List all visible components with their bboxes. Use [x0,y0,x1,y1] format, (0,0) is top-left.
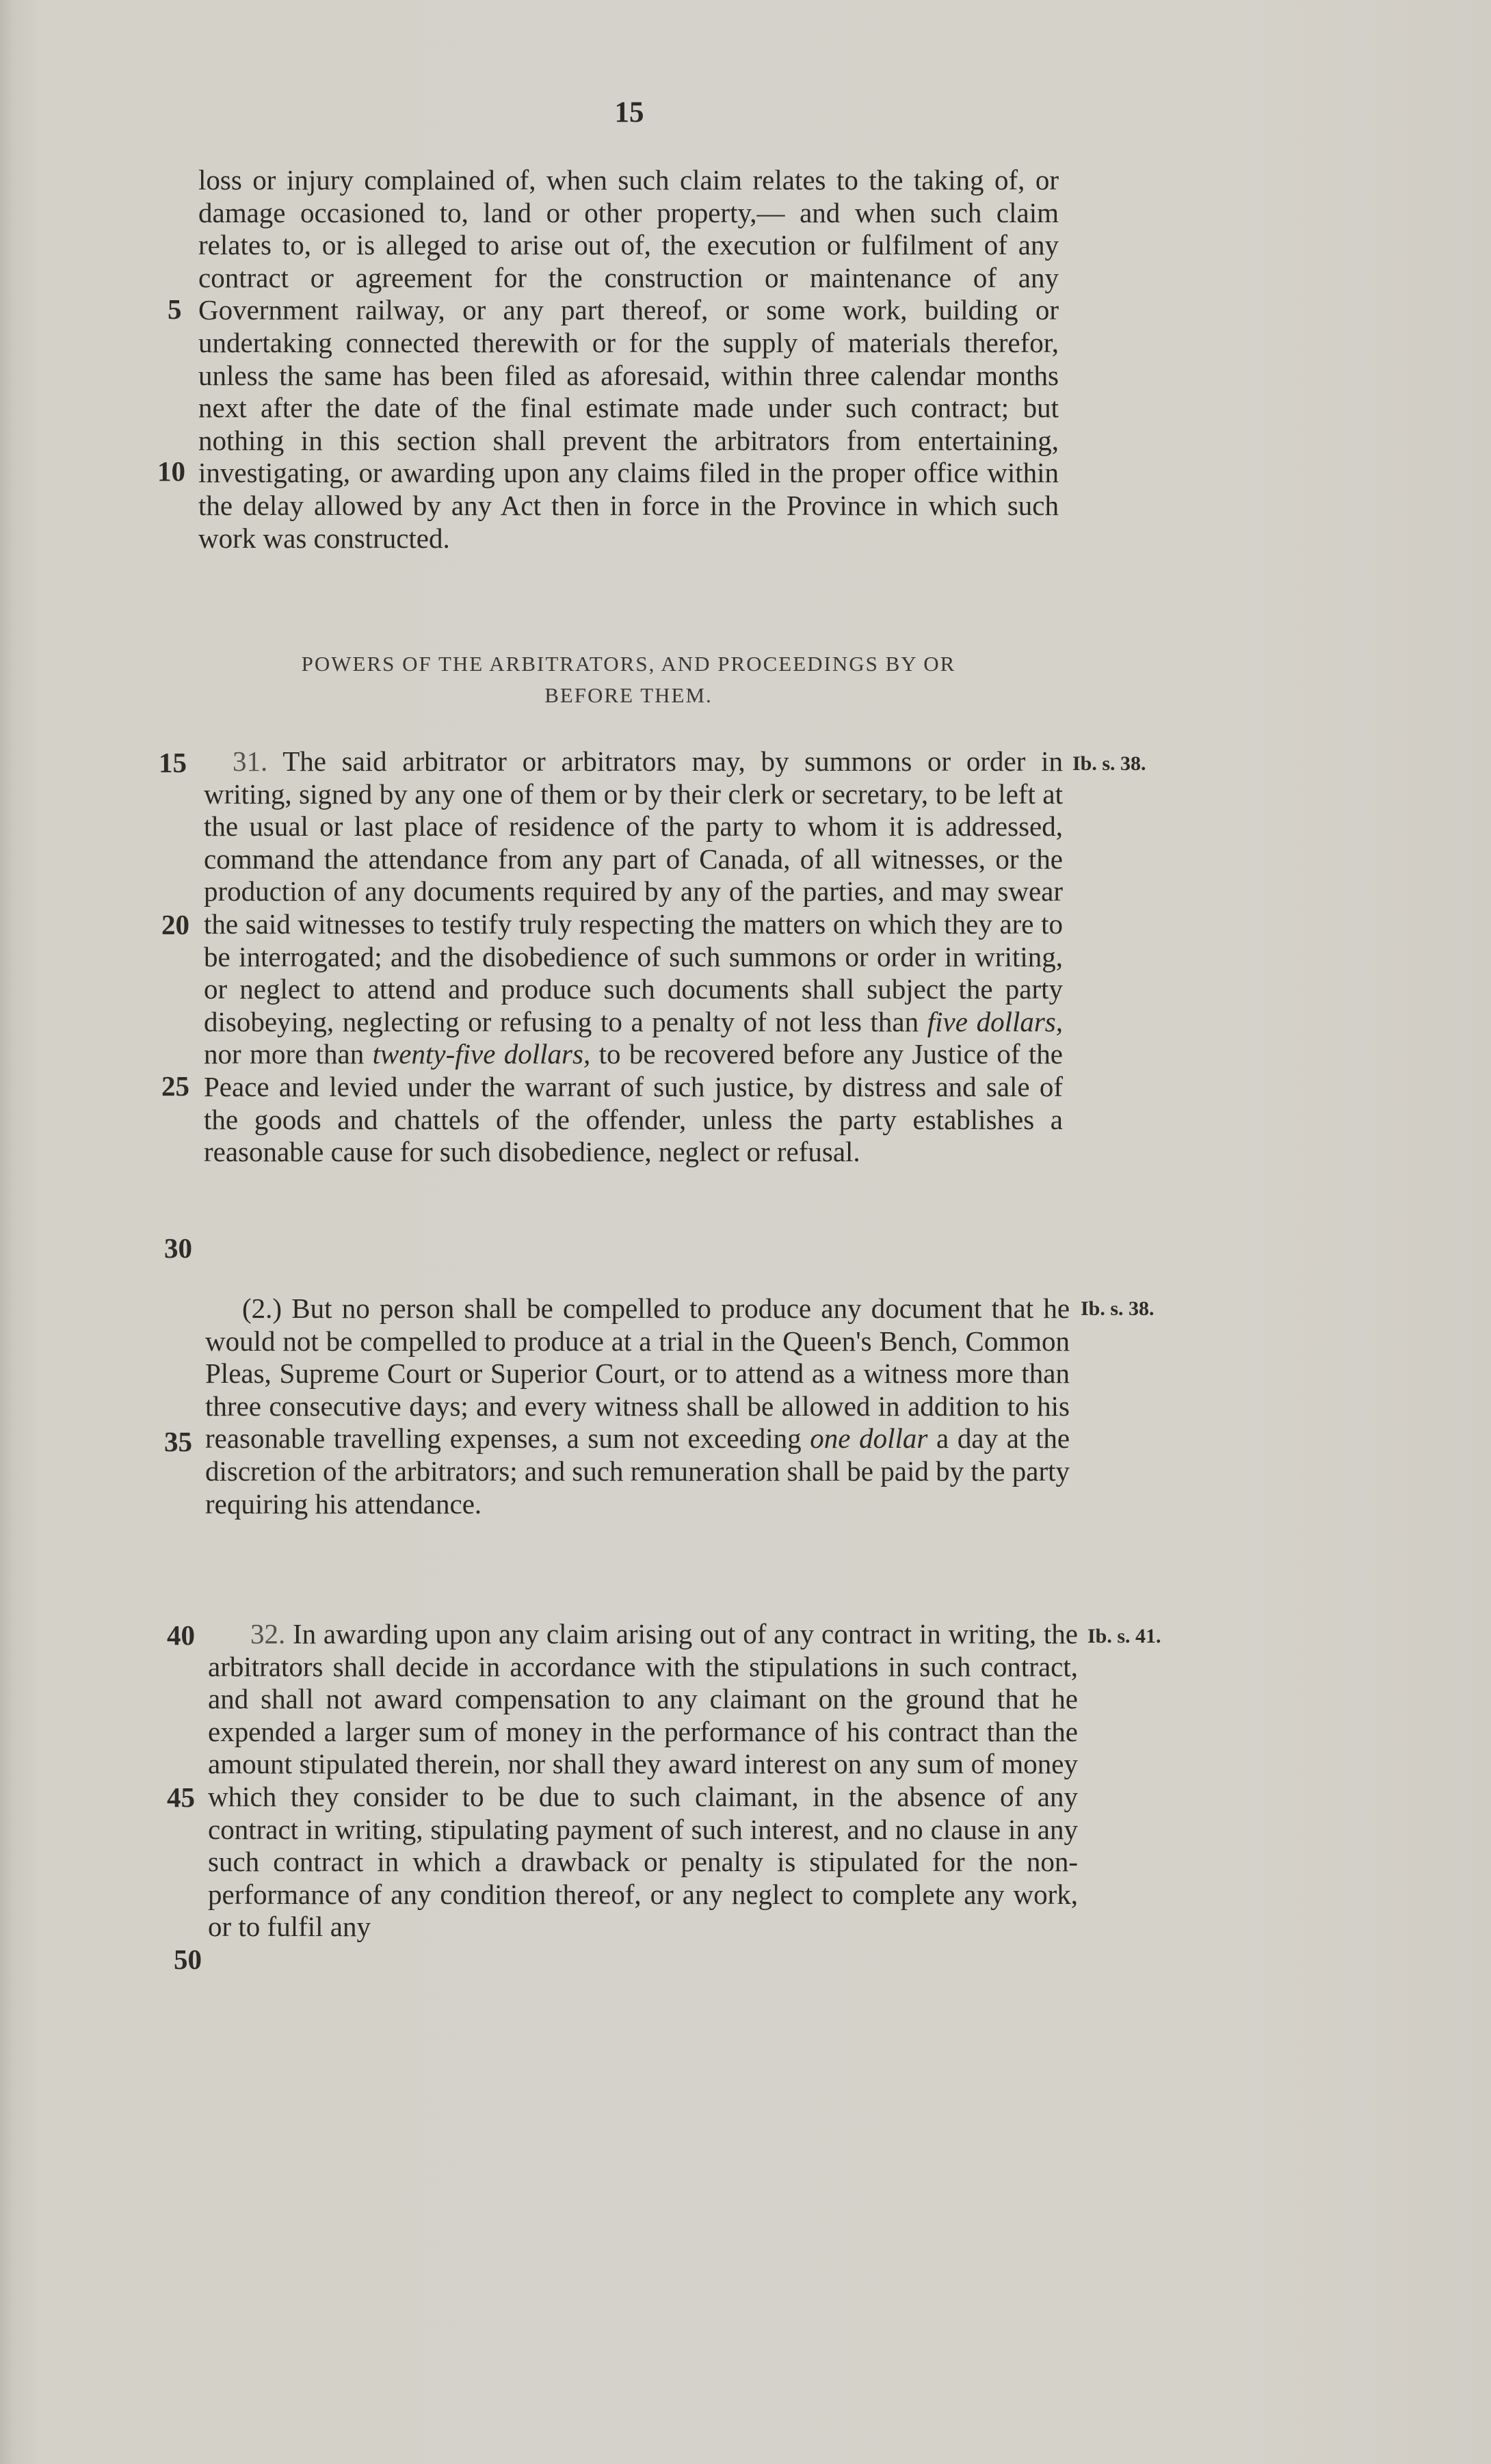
line-number-15: 15 [159,747,187,778]
line-number-30: 30 [164,1232,192,1264]
line-number-40: 40 [167,1619,195,1651]
section-31-text-a: The said arbitrator or arbitrators may, by summons or order in writing, signed by any one of them or by their clerk or secretary, to be left at the usual or last place of residence of the party to whom it is addressed, command the attendance from any part of Canada, of all witnesses, or the production of any documents required by any of the parties, and may swear the said witnesses to testify truly respecting the matters on which they are to be interrogated; and the disobedience of such summons or order in writing, or neglect to attend and produce such documents shall subject the party disobeying, neglecting or refusing to a penalty of not less than [204,745,1063,1037]
margin-note-ib-s38-a: Ib. s. 38. [1072,752,1146,775]
subsection-2-number: (2.) [242,1293,282,1324]
line-number-25: 25 [161,1070,189,1102]
subsection-2-one-dollar: one dollar [810,1422,928,1455]
line-number-35: 35 [164,1426,192,1457]
subsection-2-text-a: But no person shall be compelled to produce any document that he would not be compelled to produce at a trial in the Queen's Bench, Common Pleas, Supreme Court or Superior Court, or to attend as a witness more than three consecutive days; and every witness shall be allowed in addition to his reasonable travelling expenses, a sum not exceeding [205,1293,1070,1455]
line-number-50: 50 [174,1944,202,1975]
section-31-text-b: nor more than [204,1038,365,1070]
paragraph-claims-filing: loss or injury complained of, when such claim relates to the taking of, or damage occasioned to, land or other property,— and when such claim relates to, or is alleged to arise out of, the execution or fulfilment of any contract or agreement for the construction or maintenance of any Government railway, or any part thereof, or some work, building or undertaking connected therewith or for the supply of materials therefor, unless the same has been filed as aforesaid, within three calendar months next after the date of the final estimate made under such contract; but nothing in this section shall prevent the arbitrators from entertaining, investigating, or awarding upon any claims filed in the proper office within the delay allowed by any Act then in force in the Province in which such work was constructed. [198,164,1059,554]
section-32-text: In awarding upon any claim arising out of any contract in writing, the arbitrators shall decide in accordance with the stipulations in such contract, and shall not award compensation to any claimant on the ground that he expended a larger sum of money in the performance of his contract than the amount stipulated therein, nor shall they award interest on any sum of money which they consider to be due to such claimant, in the absence of any contract in writing, stipulating payment of such interest, and no clause in any such contract in which a drawback or penalty is stipulated for the non-performance of any condition thereof, or any neglect to complete any work, or to fulfil any [208,1618,1078,1943]
section-31-subsection-2 [205,1293,1070,1520]
section-32 [208,1618,1078,1944]
subsection-2-text-b: a day at the discretion of the arbitrators; and such remuneration shall be paid by the party requiring his attendance. [205,1422,1070,1520]
section-31-five-dollars: five dollars, [927,1005,1064,1037]
margin-note-ib-s38-b: Ib. s. 38. [1081,1297,1154,1320]
section-31-text-c: to be recovered before any Justice of the Peace and levied under the warrant of such justice, by distress and sale of the goods and chattels of the offender, unless the party establishes a reasonable cause for such disobedience, neglect or refusal. [204,1038,1063,1168]
line-number-10: 10 [157,455,185,487]
section-heading-line-1: POWERS OF THE ARBITRATORS, AND PROCEEDINGS BY OR [301,652,956,676]
section-31-number: 31. [233,745,268,777]
section-heading-line-2: BEFORE THEM. [544,683,713,707]
section-32-number: 32. [250,1618,286,1650]
margin-note-ib-s41: Ib. s. 41. [1087,1625,1161,1647]
section-31 [204,745,1063,1169]
line-number-45: 45 [167,1781,195,1813]
section-heading [198,648,1059,711]
section-31-twenty-five-dollars: twenty-five dollars, [372,1038,591,1070]
line-number-5: 5 [168,293,182,325]
line-number-20: 20 [161,909,189,940]
page-number: 15 [614,96,644,129]
